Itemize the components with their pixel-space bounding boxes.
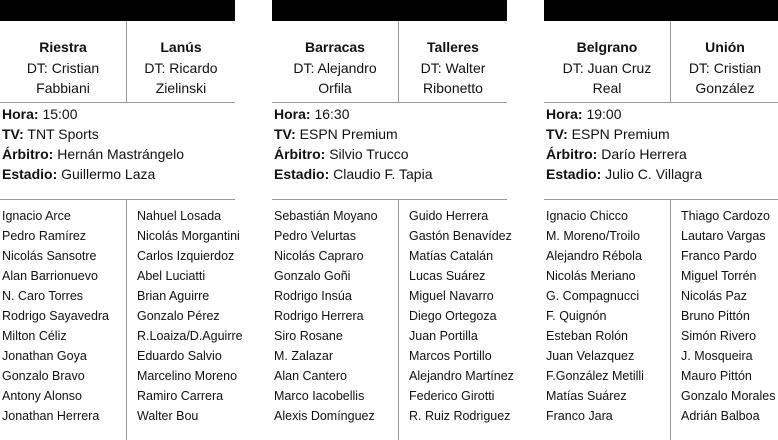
referee-value: Hernán Mastrángelo <box>53 146 185 162</box>
player-name: Adrián Balboa <box>681 409 760 423</box>
player-name: Ignacio Chicco <box>546 209 628 223</box>
tv-channel-row <box>2 124 99 144</box>
tv-channel-row <box>274 124 398 144</box>
match-card <box>544 0 778 440</box>
tv-channel-row <box>546 124 670 144</box>
player-name: Ignacio Arce <box>2 209 71 223</box>
player-name: Nicolás Capraro <box>274 249 364 263</box>
player-name: Jonathan Goya <box>2 349 87 363</box>
player-name: Abel Luciatti <box>137 269 206 283</box>
match-time-value: 16:30 <box>310 106 350 122</box>
player-name: Alejandro Rébola <box>546 249 642 263</box>
coach-name: DT: Alejandro Orfila <box>293 60 377 96</box>
player-name: Nicolás Paz <box>681 289 747 303</box>
player-name: Siro Rosane <box>274 329 343 343</box>
home-team <box>0 21 126 102</box>
player-name: Nicolás Sansotre <box>2 249 97 263</box>
match-info <box>0 103 235 200</box>
team-name: Belgrano <box>576 39 638 55</box>
match-time-row <box>274 104 350 124</box>
player-name: Gastón Benavídez <box>409 229 512 243</box>
team-name: Barracas <box>305 39 365 55</box>
player-name: Sebastián Moyano <box>274 209 378 223</box>
match-info <box>544 103 778 200</box>
player-name: M. Moreno/Troilo <box>546 229 641 243</box>
team-name: Unión <box>705 39 745 55</box>
header-bar <box>0 0 235 21</box>
player-name: Nicolás Morgantini <box>137 229 240 243</box>
player-name: Thiago Cardozo <box>681 209 770 223</box>
player-name: Miguel Navarro <box>409 289 494 303</box>
player-name: N. Caro Torres <box>2 289 84 303</box>
tv-channel-value: ESPN Premium <box>295 126 398 142</box>
match-time-label: Hora: <box>546 106 583 122</box>
coach-name: DT: Cristian Fabbiani <box>26 60 100 96</box>
coach-name: DT: Juan Cruz Real <box>562 60 652 96</box>
player-name: Esteban Rolón <box>546 329 629 343</box>
away-team <box>671 21 778 102</box>
player-name: Nicolás Meriano <box>546 269 636 283</box>
player-name: Bruno Pittón <box>681 309 750 323</box>
home-team <box>544 21 670 102</box>
player-name: Brian Aguirre <box>137 289 210 303</box>
match-time-value: 19:00 <box>582 106 622 122</box>
stadium-label: Estadio: <box>274 166 330 182</box>
match-time-row <box>2 104 78 124</box>
player-name: Milton Céliz <box>2 329 67 343</box>
stadium-label: Estadio: <box>2 166 58 182</box>
player-name: Nahuel Losada <box>137 209 222 223</box>
player-name: Federico Girotti <box>409 389 495 403</box>
player-name: Matías Suárez <box>546 389 627 403</box>
away-lineup <box>671 200 778 440</box>
tv-channel-label: TV: <box>546 126 568 142</box>
player-name: Marcos Portillo <box>409 349 492 363</box>
player-name: Walter Bou <box>137 409 199 423</box>
stadium-value: Julio C. Villagra <box>601 166 703 182</box>
player-name: Franco Jara <box>546 409 613 423</box>
home-lineup <box>272 200 398 440</box>
tv-channel-label: TV: <box>2 126 24 142</box>
referee-label: Árbitro: <box>2 146 54 162</box>
team-name: Talleres <box>427 39 479 55</box>
match-card <box>272 0 514 440</box>
player-name: Carlos Izquierdoz <box>137 249 235 263</box>
tv-channel-value: ESPN Premium <box>567 126 670 142</box>
player-name: Guido Herrera <box>409 209 489 223</box>
coach-name: DT: Cristian González <box>688 60 762 96</box>
coach-name: DT: Walter Ribonetto <box>420 60 486 96</box>
player-name: Rodrigo Insúa <box>274 289 352 303</box>
player-name: Lucas Suárez <box>409 269 486 283</box>
teams-header <box>0 21 235 103</box>
player-name: Ramiro Carrera <box>137 389 224 403</box>
coach-name: DT: Ricardo Zielinski <box>144 60 218 96</box>
column-divider <box>398 21 399 102</box>
player-name: Alejandro Martínez <box>409 369 514 383</box>
away-team <box>399 21 507 102</box>
player-name: Alan Cantero <box>274 369 347 383</box>
player-name: R. Ruiz Rodriguez <box>409 409 511 423</box>
match-time-label: Hora: <box>2 106 39 122</box>
player-name: Pedro Ramírez <box>2 229 87 243</box>
away-lineup <box>127 200 243 440</box>
home-lineup <box>544 200 670 440</box>
player-name: Marco Iacobellis <box>274 389 365 403</box>
match-time-row <box>546 104 622 124</box>
header-bar <box>544 0 778 21</box>
player-name: Simón Rivero <box>681 329 757 343</box>
player-name: F.González Metilli <box>546 369 644 383</box>
player-name: Rodrigo Herrera <box>274 309 364 323</box>
player-name: Juan Portilla <box>409 329 478 343</box>
stadium-value: Claudio F. Tapia <box>329 166 433 182</box>
away-lineup <box>399 200 514 440</box>
referee-value: Darío Herrera <box>597 146 687 162</box>
player-name: Alexis Domínguez <box>274 409 375 423</box>
player-name: Gonzalo Morales <box>681 389 776 403</box>
player-name: F. Quignón <box>546 309 607 323</box>
player-name: M. Zalazar <box>274 349 334 363</box>
referee-label: Árbitro: <box>546 146 598 162</box>
stadium-row <box>274 164 432 184</box>
stadium-row <box>546 164 702 184</box>
match-time-label: Hora: <box>274 106 311 122</box>
player-name: Matías Catalán <box>409 249 494 263</box>
header-bar <box>272 0 507 21</box>
referee-row <box>2 144 184 164</box>
player-name: Pedro Velurtas <box>274 229 356 243</box>
player-name: Antony Alonso <box>2 389 82 403</box>
player-name: Gonzalo Pérez <box>137 309 220 323</box>
home-team <box>272 21 398 102</box>
stadium-label: Estadio: <box>546 166 602 182</box>
tv-channel-value: TNT Sports <box>23 126 99 142</box>
tv-channel-label: TV: <box>274 126 296 142</box>
player-name: Jonathan Herrera <box>2 409 100 423</box>
player-name: Rodrigo Sayavedra <box>2 309 110 323</box>
player-name: R.Loaiza/D.Aguirre <box>137 329 243 343</box>
player-name: Eduardo Salvio <box>137 349 222 363</box>
player-name: Marcelino Moreno <box>137 369 238 383</box>
column-divider <box>670 21 671 102</box>
stadium-value: Guillermo Laza <box>57 166 156 182</box>
player-name: G. Compagnucci <box>546 289 640 303</box>
referee-row <box>274 144 409 164</box>
home-lineup <box>0 200 126 440</box>
stadium-row <box>2 164 155 184</box>
player-name: Franco Pardo <box>681 249 757 263</box>
player-name: Mauro Pittón <box>681 369 752 383</box>
match-info <box>272 103 507 200</box>
player-name: Juan Velazquez <box>546 349 635 363</box>
player-name: Alan Barrionuevo <box>2 269 98 283</box>
match-time-value: 15:00 <box>38 106 78 122</box>
player-name: Gonzalo Goñi <box>274 269 351 283</box>
away-team <box>127 21 235 102</box>
column-divider <box>126 21 127 102</box>
teams-header <box>272 21 507 103</box>
player-name: Lautaro Vargas <box>681 229 766 243</box>
player-name: Gonzalo Bravo <box>2 369 85 383</box>
team-name: Riestra <box>39 39 87 55</box>
referee-label: Árbitro: <box>274 146 326 162</box>
team-name: Lanús <box>160 39 202 55</box>
match-card <box>0 0 243 440</box>
teams-header <box>544 21 778 103</box>
player-name: Diego Ortegoza <box>409 309 497 323</box>
player-name: J. Mosqueira <box>681 349 753 363</box>
referee-row <box>546 144 687 164</box>
referee-value: Silvio Trucco <box>325 146 409 162</box>
player-name: Miguel Torrén <box>681 269 757 283</box>
